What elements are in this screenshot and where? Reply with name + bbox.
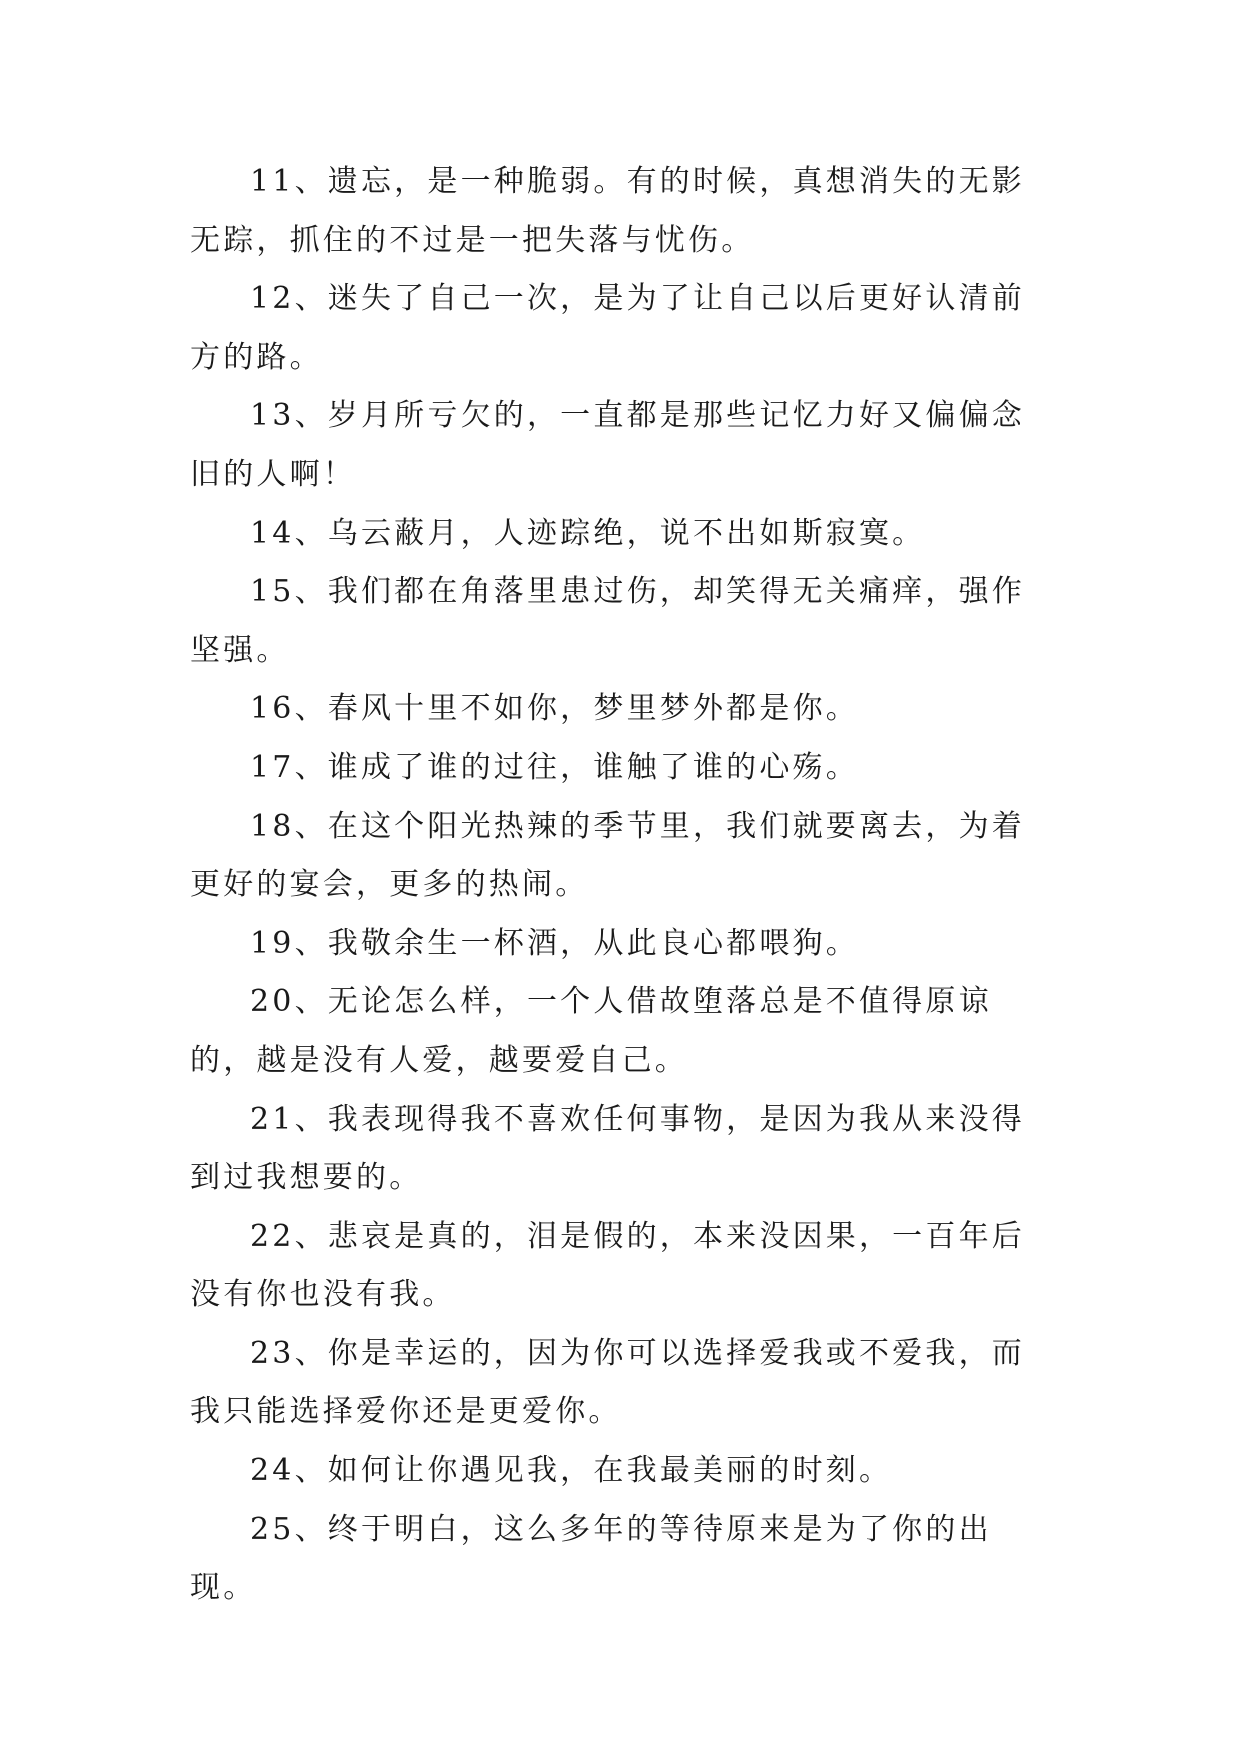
paragraph-22: 22、悲哀是真的，泪是假的，本来没因果，一百年后没有你也没有我。 — [190, 1218, 1025, 1313]
paragraph-11: 11、遗忘，是一种脆弱。有的时候，真想消失的无影无踪，抓住的不过是一把失落与忧伤。 — [190, 164, 1025, 258]
paragraph-19: 19、我敬余生一杯酒，从此良心都喂狗。 — [250, 925, 859, 961]
paragraph-16: 16、春风十里不如你，梦里梦外都是你。 — [250, 691, 859, 727]
paragraph-21: 21、我表现得我不喜欢任何事物，是因为我从来没得到过我想要的。 — [190, 1101, 1025, 1196]
paragraph-17: 17、谁成了谁的过往，谁触了谁的心殇。 — [250, 749, 859, 785]
paragraph-15: 15、我们都在角落里患过伤，却笑得无关痛痒，强作坚强。 — [190, 574, 1025, 668]
paragraph-12: 12、迷失了自己一次，是为了让自己以后更好认清前方的路。 — [190, 281, 1025, 375]
paragraph-23: 23、你是幸运的，因为你可以选择爱我或不爱我，而我只能选择爱你还是更爱你。 — [190, 1335, 1025, 1430]
document-body — [190, 153, 1056, 1618]
paragraph-14: 14、乌云蔽月，人迹踪绝，说不出如斯寂寞。 — [250, 515, 926, 551]
paragraph-24: 24、如何让你遇见我，在我最美丽的时刻。 — [250, 1453, 893, 1489]
paragraph-20: 20、无论怎么样，一个人借故堕落总是不值得原谅的，越是没有人爱，越要爱自己。 — [190, 984, 992, 1078]
paragraph-13: 13、岁月所亏欠的，一直都是那些记忆力好又偏偏念旧的人啊！ — [190, 398, 1025, 492]
paragraph-25: 25、终于明白，这么多年的等待原来是为了你的出现。 — [190, 1511, 992, 1606]
paragraph-18: 18、在这个阳光热辣的季节里，我们就要离去，为着更好的宴会，更多的热闹。 — [190, 808, 1025, 903]
